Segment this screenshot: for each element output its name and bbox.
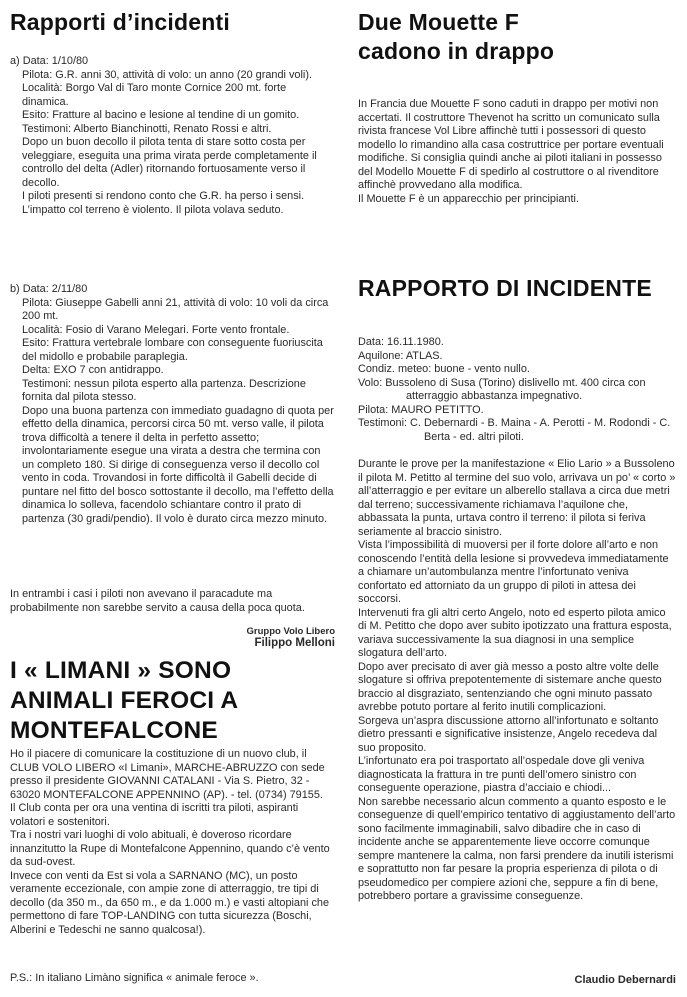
rapporto-paragraph: L’infortunato era poi trasportato all’ospedale dove gli veniva diagnosticata la frattura in tre punti dell’omero sinistro con conseguente operazione, piastra d’acciaio e chiodi... [358, 755, 645, 794]
incident-a-narrative: Dopo un buon decollo il pilota tenta di stare sotto costa per veleggiare, eseguita una prima virata perde completamente il controllo del delta (Adler) ritornando fortuosamente verso il decollo. [22, 136, 317, 189]
article-title-mouette: Due Mouette F cadono in drappo [358, 9, 555, 64]
rapporto-paragraph: Non sarebbe necessario alcun commento a quanto esposto e le conseguenze di quell’empirico tentativo di aggiustamento dell’arto sono facilmente immaginabili, salvo dibadire che in caso di incidente anche se apparentemente lieve occorre comunque sempre mantenere la calma, non farsi prendere da inutili isterismi e soprattutto non far pesare la propria esperienza di pilota o di pseudomedico per compiere azioni che, seppure a fin di bene, potrebbero portare a gravissime conseguenze. [358, 795, 676, 902]
limani-paragraph: Ho il piacere di comunicare la costituzione di un nuovo club, il CLUB VOLO LIBERO «I Limani», MARCHE-ABRUZZO con sede presso il presidente GIOVANNI CATALANI - Via S. Pietro, 32 - 63020 MONTEFALCONE APPENNINO (AP). - tel. (0734) 79155. [10, 748, 325, 801]
rapporto-paragraph: Sorgeva un’aspra discussione attorno all’infortunato e soltanto dietro pressanti e significative insistenze, Angelo recedeva dal suo proposito. [358, 714, 659, 754]
incident-b-date: b) Data: 2/11/80 [10, 283, 88, 295]
rapporto-paragraph: Vista l’impossibilità di muoversi per il forte dolore all’arto e non conoscendo l’entità della lesione si provvedeva immediatamente a chiamare un’autombulanza mentre l’infortunato veniva confortato ed attorniato da un gruppo di piloti in attesa dei soccorsi. [358, 539, 669, 605]
incident-b-delta: Delta: EXO 7 con antidrappo. [22, 364, 164, 376]
incident-a [10, 55, 335, 217]
limani-body [10, 748, 335, 937]
signature-group: Gruppo Volo Libero [246, 626, 335, 637]
incident-b-witnesses: Testimoni: nessun pilota esperto alla partenza. Descrizione fornita dal pilota stesso. [22, 377, 306, 403]
fact-kite: Aquilone: ATLAS. [358, 349, 443, 362]
incident-a-pilot: Pilota: G.R. anni 30, attività di volo: un anno (20 grandi voli). [22, 68, 312, 81]
article-title-rapporto: RAPPORTO DI INCIDENTE [358, 275, 652, 301]
rapporto-paragraph: Durante le prove per la manifestazione « Elio Lario » a Bussoleno il pilota M. Petitto al termine del suo volo, arrivava un po’ « corto » all’atterraggio e per evitare un alberello stallava a circa due metri dal terreno; successivamente richiamava l’aquilone che, abbassata la punta, urtava contro il terreno: il pilota si feriva seriamente al braccio sinistro. [358, 458, 676, 538]
fact-weather: Condiz. meteo: buone - vento nullo. [358, 363, 530, 375]
rapporto-paragraph: Intervenuti fra gli altri certo Angelo, noto ed esperto pilota amico di M. Petitto che dopo aver subito ipotizzato una frattura esposta, variava successivamente la sua diagnosi in una semplice slogatura dell’arto. [358, 606, 672, 659]
incident-b-outcome: Esito: Frattura vertebrale lombare con conseguente fuoriuscita del midollo e probabile paraplegia. [22, 337, 323, 363]
fact-date: Data: 16.11.1980. [358, 336, 444, 348]
conclusion: In entrambi i casi i piloti non avevano il paracadute ma probabilmente non sarebbe servito a causa della poca quota. [10, 588, 305, 614]
incident-b-location: Località: Fosio di Varano Melegari. Forte vento frontale. [22, 323, 290, 336]
mouette-paragraph: In Francia due Mouette F sono caduti in drappo per motivi non accertati. Il costruttore Thevenot ha scritto un comunicato sulla rivista francese Vol Libre affinchè tutti i possessori di questo modello lo rimandino alla casa costruttrice per portare eventuali modifiche. Si consiglia quindi anche ai piloti italiani in possesso del Modello Mouette F di spedirlo al costruttore o al rivenditore affinchè provvedano alla modifica. [358, 98, 664, 191]
incident-a-location: Località: Borgo Val di Taro monte Cornice 200 mt. forte dinamica. [22, 82, 287, 108]
signature-debernardi: Claudio Debernardi [574, 974, 676, 986]
incident-a-date: a) Data: 1/10/80 [10, 55, 89, 67]
incident-b [10, 283, 335, 526]
incident-a-outcome: Esito: Fratture al bacino e lesione al tendine di un gomito. [22, 109, 300, 121]
fact-witnesses: Testimoni: C. Debernardi - B. Maina - A. Perotti - M. Rodondi - C. Berta - ed. altri piloti. [358, 417, 671, 443]
article-title-limani: I « LIMANI » SONO ANIMALI FEROCI A MONTEFALCONE [10, 657, 238, 744]
article-title-rapporti: Rapporti d’incidenti [10, 9, 230, 35]
signature-name: Filippo Melloni [254, 637, 335, 649]
mouette-body [358, 98, 676, 206]
incident-a-witnesses: Testimoni: Alberto Bianchinotti, Renato Rossi e altri. [22, 122, 272, 135]
fact-pilot: Pilota: MAURO PETITTO. [358, 403, 484, 416]
incident-b-narrative: Dopo una buona partenza con immediato guadagno di quota per effetto della dinamica, percorsi circa 50 mt. verso valle, il pilota trova difficoltà a tenere il delta in perfetto assetto; involontariamente esegue una virata a destra che termina con un completo 180. Si dirige di conseguenza verso il decollo col vento in coda. Trovandosi in forte difficoltà il Gabelli decide di puntare nel fitto del bosco sottostante il decollo, ma l’effetto della dinamica lo solleva, facendolo schiantare contro il prato di partenza (30 gradi/pendio). Il volo è durato circa mezzo minuto. [22, 404, 334, 525]
limani-paragraph: Tra i nostri vari luoghi di volo abituali, è doveroso ricordare innanzitutto la Rupe di Montefalcone Appennino, quando c’è vento da sud-ovest. [10, 829, 330, 868]
limani-paragraph: Il Club conta per ora una ventina di iscritti tra piloti, aspiranti volatori e sostenitori. [10, 802, 299, 828]
mouette-paragraph-2: Il Mouette F è un apparecchio per principianti. [358, 192, 579, 205]
incident-b-pilot: Pilota: Giuseppe Gabelli anni 21, attività di volo: 10 voli da circa 200 mt. [22, 296, 329, 322]
limani-ps: P.S.: In italiano Limàno significa « animale feroce ». [10, 972, 259, 984]
rapporto-facts [358, 336, 676, 444]
rapporto-paragraph: Dopo aver precisato di aver già messo a posto altre volte delle slogature si offriva prepotentemente di sistemare anche questo braccio al disgraziato, sentenziando che ogni minuto passato avrebbe potuto portare al ferito inutili complicazioni. [358, 660, 662, 713]
limani-paragraph: Invece con venti da Est si vola a SARNANO (MC), un posto veramente eccezionale, con ampie zone di atterraggio, tre tipi di decollo (da 350 m., da 650 m., e da 1.000 m.) e vasti altopiani che permettono di fare TOP-LANDING con tutta sicurezza (Boschi, Alberini e Tedeschi ne sanno qualcosa!). [10, 869, 330, 936]
incident-a-narrative-2: I piloti presenti si rendono conto che G.R. ha perso i sensi. L’impatto col terreno è violento. Il pilota volava seduto. [22, 190, 305, 216]
fact-flight: Volo: Bussoleno di Susa (Torino) dislivello mt. 400 circa con atterraggio abbastanza impegnativo. [358, 376, 646, 402]
rapporto-body [358, 458, 676, 904]
